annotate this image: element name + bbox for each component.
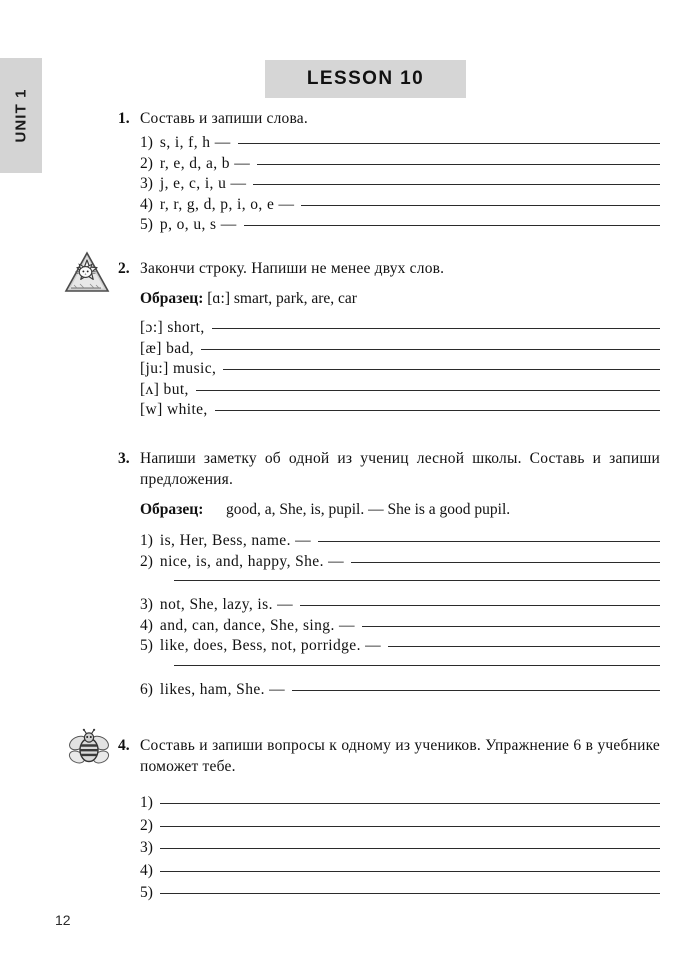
item-number: 3) xyxy=(140,175,153,192)
answer-line[interactable] xyxy=(362,626,660,627)
phoneme-prompt: [æ] bad, xyxy=(140,339,194,357)
answer-line[interactable] xyxy=(257,164,660,165)
task-4-number: 4. xyxy=(118,737,130,754)
item-words: like, does, Bess, not, porridge. — xyxy=(159,637,382,654)
answer-line[interactable] xyxy=(196,390,660,391)
list-item xyxy=(140,616,660,637)
item-words: nice, is, and, happy, She. — xyxy=(159,552,345,570)
task-1-heading xyxy=(118,108,660,129)
sample-text: [ɑ:] smart, park, are, car xyxy=(207,290,357,307)
task-3-instruction: Напиши заметку об одной из учениц лесной школы. Составь и запиши предложения. xyxy=(140,450,660,488)
answer-line[interactable] xyxy=(300,605,660,606)
item-number: 2) xyxy=(140,154,153,172)
answer-line[interactable] xyxy=(223,369,660,370)
list-item xyxy=(140,318,660,339)
item-letters: s, i, f, h — xyxy=(159,134,231,151)
task-2-answer-list xyxy=(118,318,660,421)
lesson-title: LESSON 10 xyxy=(306,68,425,89)
bee-icon xyxy=(66,728,112,772)
task-1-number: 1. xyxy=(118,110,130,127)
task-4 xyxy=(118,735,660,905)
answer-line[interactable] xyxy=(253,184,660,185)
item-number: 2) xyxy=(140,552,153,570)
list-item xyxy=(140,380,660,401)
task-2-instruction: Закончи строку. Напиши не менее двух слов. xyxy=(140,260,445,277)
list-item xyxy=(140,359,660,380)
answer-line[interactable] xyxy=(160,803,660,804)
item-words: and, can, dance, She, sing. — xyxy=(159,616,355,634)
phoneme-prompt: [ʌ] but, xyxy=(140,380,189,398)
answer-line[interactable] xyxy=(301,205,660,206)
item-number: 2) xyxy=(140,816,153,834)
item-number: 3) xyxy=(140,596,153,613)
answer-line[interactable] xyxy=(238,143,660,144)
task-1-instruction: Составь и запиши слова. xyxy=(140,110,308,127)
cat-star-icon xyxy=(64,250,110,294)
task-3-number: 3. xyxy=(118,450,130,467)
unit-tab xyxy=(0,58,42,173)
answer-line[interactable] xyxy=(318,541,660,542)
list-item xyxy=(140,174,660,195)
answer-line[interactable] xyxy=(201,349,660,350)
answer-line[interactable] xyxy=(244,225,660,226)
list-item xyxy=(140,636,660,657)
phoneme-prompt: [ɔ:] short, xyxy=(140,319,205,336)
list-item xyxy=(140,680,660,701)
task-2-heading xyxy=(118,258,660,279)
item-number: 1) xyxy=(140,794,153,811)
answer-line-continuation[interactable] xyxy=(174,580,660,581)
answer-line[interactable] xyxy=(212,328,660,329)
task-2-number: 2. xyxy=(118,260,130,277)
answer-line[interactable] xyxy=(388,646,660,647)
item-letters: r, e, d, a, b — xyxy=(159,154,251,172)
item-number: 5) xyxy=(140,216,153,233)
task-3 xyxy=(118,448,660,700)
item-number: 3) xyxy=(140,839,153,856)
list-item xyxy=(140,154,660,175)
lesson-header xyxy=(265,60,466,98)
list-item xyxy=(140,133,660,154)
task-2 xyxy=(118,258,660,421)
task-3-answer-list xyxy=(118,531,660,700)
phoneme-prompt: [ju:] music, xyxy=(140,360,217,377)
sample-text: good, a, She, is, pupil. — She is a good pupil. xyxy=(226,501,511,518)
item-words: not, She, lazy, is. — xyxy=(159,596,294,613)
item-letters: p, o, u, s — xyxy=(159,216,237,233)
item-number: 4) xyxy=(140,195,153,213)
item-number: 1) xyxy=(140,134,153,151)
list-item xyxy=(140,215,660,236)
item-letters: r, r, g, d, p, i, o, e — xyxy=(159,195,295,213)
page-number: 12 xyxy=(55,912,71,928)
task-4-answer-list xyxy=(118,792,660,905)
item-letters: j, e, c, i, u — xyxy=(159,175,247,192)
answer-line-continuation[interactable] xyxy=(174,665,660,666)
list-item xyxy=(140,815,660,838)
item-number: 6) xyxy=(140,680,153,698)
item-number: 4) xyxy=(140,861,153,879)
task-4-instruction: Составь и запиши вопросы к одному из учеников. Упражнение 6 в учебнике поможет тебе. xyxy=(140,737,660,775)
list-item xyxy=(140,552,660,573)
list-item xyxy=(140,792,660,815)
sample-label: Образец: xyxy=(140,501,204,518)
list-item xyxy=(140,400,660,421)
list-item xyxy=(140,595,660,616)
answer-line[interactable] xyxy=(160,848,660,849)
task-1-answer-list xyxy=(118,133,660,236)
list-item xyxy=(140,339,660,360)
task-2-sample xyxy=(118,288,660,309)
item-number: 5) xyxy=(140,637,153,654)
answer-line[interactable] xyxy=(292,690,660,691)
sample-label: Образец: xyxy=(140,290,204,307)
list-item xyxy=(140,860,660,883)
answer-line[interactable] xyxy=(160,826,660,827)
list-item xyxy=(140,195,660,216)
item-number: 5) xyxy=(140,884,153,901)
answer-line[interactable] xyxy=(160,871,660,872)
item-number: 4) xyxy=(140,616,153,634)
list-item xyxy=(140,882,660,905)
answer-line[interactable] xyxy=(215,410,660,411)
task-1 xyxy=(118,108,660,236)
unit-tab-label: UNIT 1 xyxy=(12,88,30,143)
answer-line[interactable] xyxy=(160,893,660,894)
list-item xyxy=(140,531,660,552)
phoneme-prompt: [w] white, xyxy=(140,401,208,418)
item-words: likes, ham, She. — xyxy=(159,680,286,698)
list-item xyxy=(140,837,660,860)
task-3-sample xyxy=(118,499,660,520)
task-3-heading xyxy=(118,448,660,490)
item-words: is, Her, Bess, name. — xyxy=(159,532,312,549)
answer-line[interactable] xyxy=(351,562,660,563)
item-number: 1) xyxy=(140,532,153,549)
task-4-heading xyxy=(118,735,660,777)
